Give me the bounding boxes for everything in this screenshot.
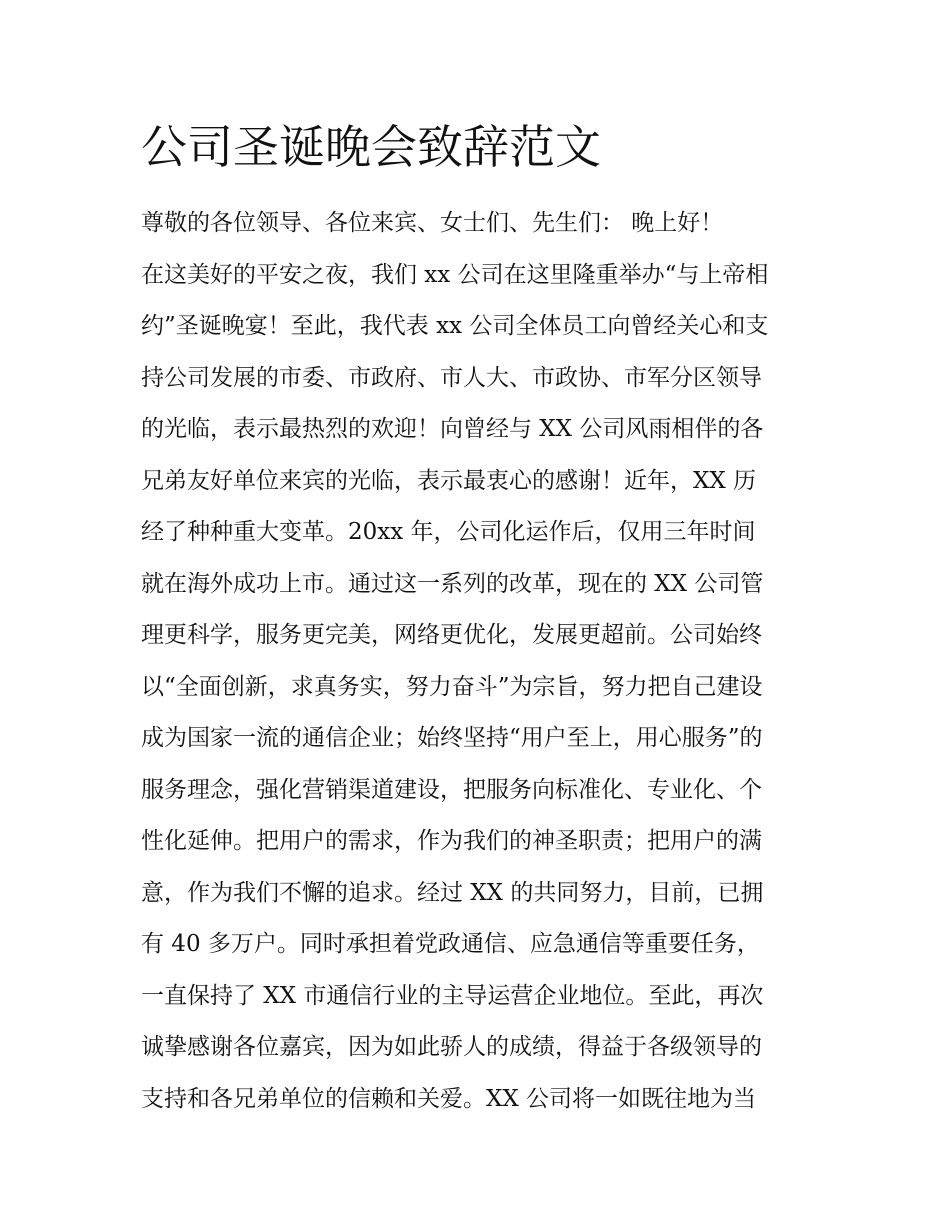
body-line: 成为国家一流的通信企业；始终坚持“用户至上，用心服务”的 — [141, 725, 763, 751]
document-title: 公司圣诞晚会致辞范文 — [141, 120, 601, 174]
body-line: 持公司发展的市委、市政府、市人大、市政协、市军分区领导 — [141, 364, 762, 391]
body-line: 的光临，表示最热烈的欢迎！向曾经与 XX 公司风雨相伴的各 — [141, 416, 764, 442]
body-line: 一直保持了 XX 市通信行业的主导运营企业地位。至此，再次 — [141, 982, 764, 1009]
body-line: 在这美好的平安之夜，我们 xx 公司在这里隆重举办“与上帝相 — [141, 261, 769, 288]
body-line: 兄弟友好单位来宾的光临，表示最衷心的感谢！近年，XX 历 — [141, 467, 757, 494]
body-line: 以“全面创新，求真务实，努力奋斗”为宗旨，努力把自己建设 — [141, 673, 763, 700]
body-line: 就在海外成功上市。通过这一系列的改革，现在的 XX 公司管 — [141, 570, 764, 597]
body-line: 有 40 多万户。同时承担着党政通信、应急通信等重要任务， — [141, 931, 760, 957]
body-line: 诚挚感谢各位嘉宾，因为如此骄人的成绩，得益于各级领导的 — [141, 1034, 762, 1060]
body-line: 服务理念，强化营销渠道建设，把服务向标准化、专业化、个 — [141, 776, 762, 803]
body-line: 尊敬的各位领导、各位来宾、女士们、先生们： 晚上好！ — [141, 210, 724, 236]
body-line: 约”圣诞晚宴！至此，我代表 xx 公司全体员工向曾经关心和支 — [141, 313, 769, 339]
body-line: 性化延伸。把用户的需求，作为我们的神圣职责；把用户的满 — [141, 828, 762, 854]
body-line: 支持和各兄弟单位的信赖和关爱。XX 公司将一如既往地为当 — [141, 1085, 757, 1112]
body-line: 理更科学，服务更完美，网络更优化，发展更超前。公司始终 — [141, 622, 762, 648]
body-line: 意，作为我们不懈的追求。经过 XX 的共同努力，目前，已拥 — [141, 879, 764, 906]
body-line: 经了种种重大变革。20xx 年，公司化运作后，仅用三年时间 — [141, 519, 756, 545]
document-body — [141, 198, 821, 1125]
